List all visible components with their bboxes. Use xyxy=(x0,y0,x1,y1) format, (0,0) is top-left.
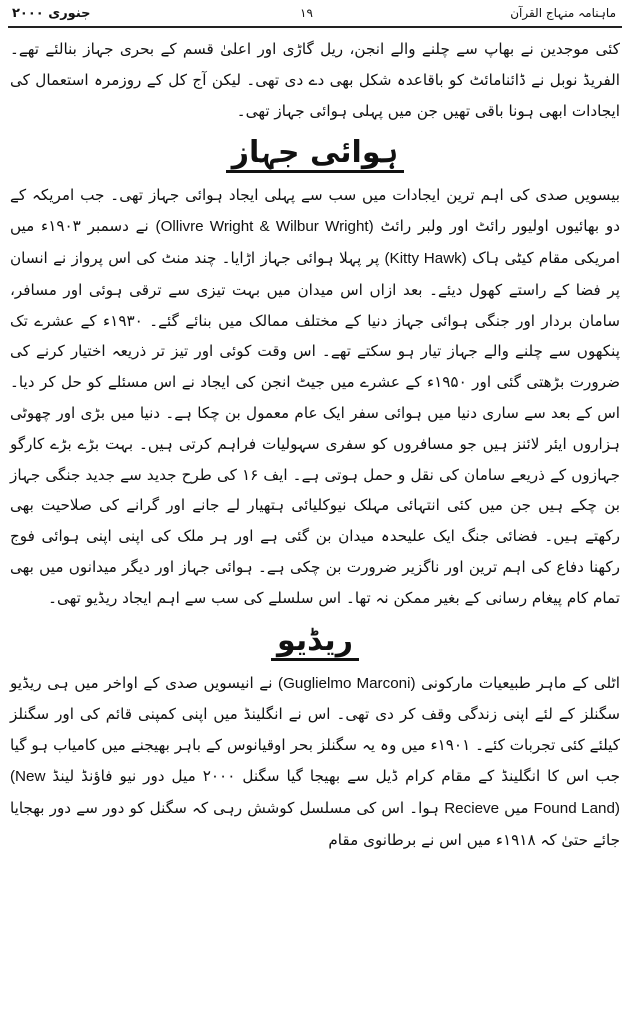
radio-heading-text: ریڈیو xyxy=(271,623,359,661)
intro-paragraph: کئی موجدین نے بھاپ سے چلنے والے انجن، ریل گاڑی اور اعلیٰ قسم کے بحری جہاز بنالئے تھے۔ الفریڈ نوبل نے ڈائنامائٹ کو باقاعدہ شکل بھی دے دی تھی۔ لیکن آج کل کے روزمرہ استعمال کی ایجادات ابھی ہونا باقی تھیں جن میں پہلی ہوائی جہاز تھی۔ xyxy=(10,40,620,120)
wright-brothers-names: (Ollivre Wright & Wilbur Wright) xyxy=(155,218,374,236)
header-date: جنوری ۲۰۰۰ xyxy=(12,6,91,21)
airplane-text-b: نے دسمبر ۱۹۰۳ء میں امریکی مقام کیٹی ہاک xyxy=(10,217,620,267)
radio-text-b: نے انیسویں صدی کے اواخر میں ہی ریڈیو سگنلز کے لئے اپنی زندگی وقف کر دی تھی۔ اس نے انگلینڈ میں اپنی کمپنی قائم کی اور سگنلز کیلئے کئی تجربات کئے۔ ۱۹۰۱ء میں وہ یہ سگنلز بحر اوقیانوس کے باہر بھیجنے میں کامیاب ہو گیا جب اس کا انگلینڈ کے مقام کرام ڈیل سے بھیجا گیا سگنل ۲۰۰۰ میل دور نیو فاؤنڈ لینڈ xyxy=(10,673,620,785)
radio-text-a: اٹلی کے ماہر طبیعیات مارکونی xyxy=(415,673,620,692)
marconi-name: (Guglielmo Marconi) xyxy=(278,674,416,692)
recieve-word: Recieve xyxy=(444,799,500,817)
radio-text-c: میں xyxy=(499,798,534,817)
header-page-number: ۱۹ xyxy=(300,6,313,20)
airplane-text-c: پر پہلا ہوائی جہاز اڑایا۔ چند منٹ کی اس پرواز نے انسان پر فضا کے راستے کھول دیئے۔ بعد ازاں اس میدان میں بہت تیزی سے ترقی ہوئی اور مسافر، سامان بردار اور جنگی ہوائی جہاز دنیا کے مختلف ممالک میں بنائے گئے۔ ۱۹۳۰ء کے عشرے تک پنکھوں سے چلنے والے جہاز تیار ہو سکتے تھے۔ اس وقت کوئی اور تیز تر ذریعہ اختیار کرنے کی ضرورت بڑھتی گئی اور ۱۹۵۰ء کے عشرے میں جیٹ انجن کی ایجاد نے اس مسئلے کو حل کر دیا۔ اس کے بعد سے ساری دنیا میں ہوائی سفر ایک عام معمول بن چکا ہے۔ دنیا میں بڑی اور چھوٹی ہزاروں ایئر لائنز ہیں جو مسافروں کو سفری سہولیات فراہم کرتی ہیں۔ بہت بڑے بڑے کارگو جہازوں کے ذریعے سامان کی نقل و حمل ہوتی ہے۔ ایف ۱۶ کی طرح جدید سے جدید جنگی جہاز بن چکے ہیں جن میں کئی انتہائی مہلک نیوکلیائی ہتھیار لے جانے اور گرانے کی صلاحیت بھی رکھتے ہیں۔ فضائی جنگ ایک علیحدہ میدان بن گئی ہے اور ہر ملک کی اپنی اپنی ہوائی فوج رکھنا دفاع کی اہم ترین اور ناگزیر ضرورت بن چکی ہے۔ ہوائی جہاز اور دیگر میدانوں میں بھی تمام کام پیغام رسانی کے بغیر ممکن نہ تھا۔ اس سلسلے کی سب سے اہم ایجاد ریڈیو تھی۔ xyxy=(10,248,620,607)
radio-paragraph xyxy=(10,668,620,856)
airplane-heading-text: ہوائی جہاز xyxy=(226,135,404,173)
newfoundland-name: (New Found Land) xyxy=(10,767,620,817)
radio-text-d: ہوا۔ اس کی مسلسل کوشش رہی کہ سگنل کو دور سے دور بھجایا جائے حتیٰ کہ ۱۹۱۸ء میں اس نے برطانوی مقام xyxy=(10,798,620,849)
airplane-paragraph xyxy=(10,180,620,613)
radio-heading xyxy=(10,622,620,660)
airplane-text-a: بیسویں صدی کی اہم ترین ایجادات میں سب سے پہلی ایجاد ہوائی جہاز تھی۔ جب امریکہ کے دو بھائیوں اولیور رائٹ اور ولبر رائٹ xyxy=(10,186,621,236)
header-journal-name: ماہنامہ منہاج القرآن xyxy=(510,6,616,20)
kitty-hawk-name: (Kitty Hawk) xyxy=(384,249,467,267)
airplane-heading xyxy=(10,134,620,172)
header-rule xyxy=(8,26,622,28)
article-body xyxy=(10,34,620,1021)
page-header xyxy=(0,0,630,30)
